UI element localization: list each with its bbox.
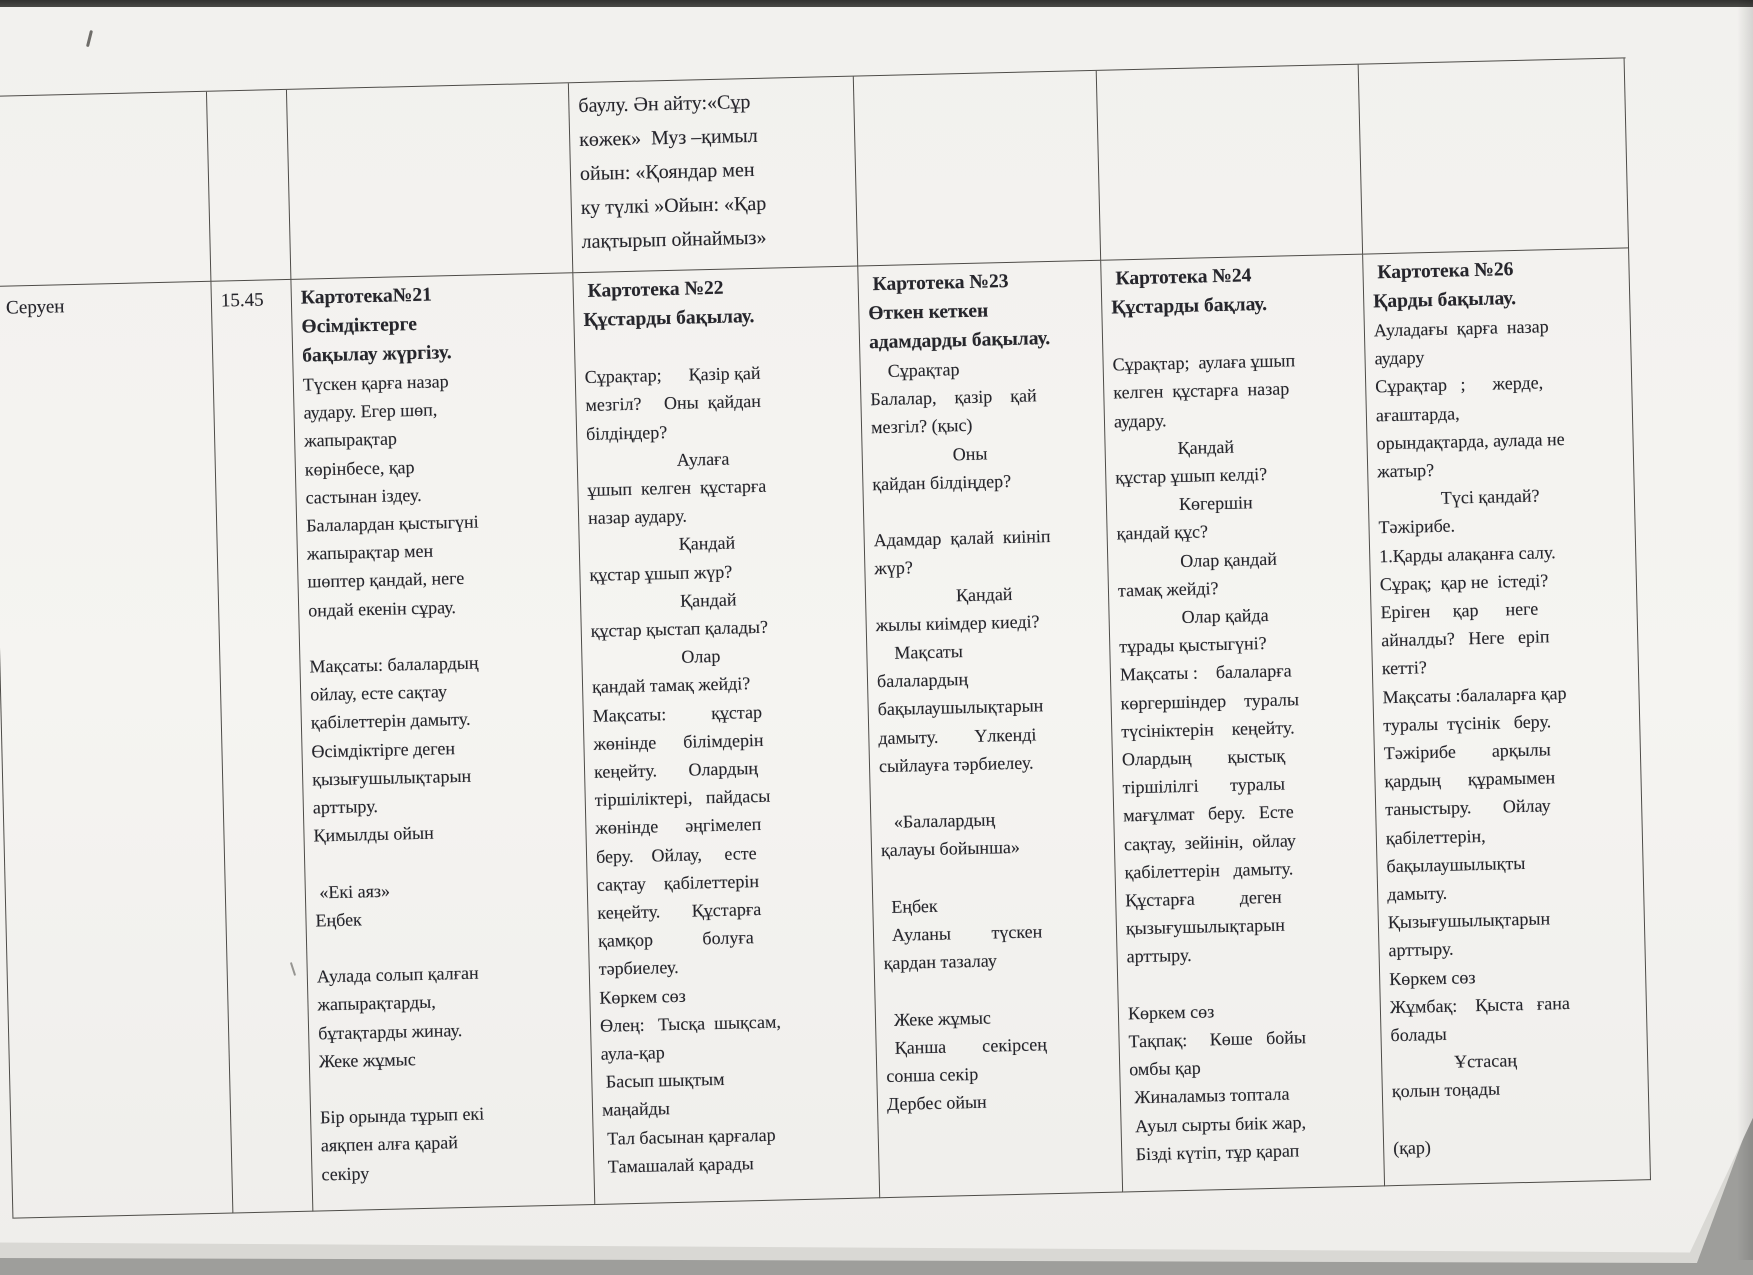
card-24-cell (1101, 255, 1385, 1193)
card-22-body: Сұрақтар; Қазір қай мезгіл? Оны қайдан білдіңдер? Аулаға ұшып келген құстарға назар аудару. Қандай құстар ұшып жүр? Қандай құстар қыстап қалады? Олар қандай тамақ жейді? Мақсаты: құстар жөнінде білімдерін кеңейту. Олардың тіршіліктері, пайдасы жөнінде әңгімелеп беру. Ойлау, есте сақтау қабілеттерін кеңейту. Құстарға қамқор болуға тәрбиелеу. Көркем сөз Өлең: Тысқа шықсам, аула-қар Басып шықтым маңайды Тал басынан қарғалар Тамашалай қарады (583, 338, 782, 1177)
lesson-plan-table-sheet (0, 57, 1652, 1218)
card-26-body: Ауладағы қарға назар аудару Сұрақтар ; жерде, ағаштарда, орындақтарда, аулада не жатыр? Түсі қандай? Тәжірибе. 1.Қарды алақанға салу. Сұрақ; қар не істеді? Еріген қар неге айналды? Неге еріп кетті? Мақсаты :балаларға қар туралы түсінік беру. Тәжірибе арқылы қардың құрамымен таныстыру. Ойлау қабілеттерін, бақылаушылықты дамыту. Қызығушылықтарын арттыру. Көркем сөз Жұмбақ: Қыста ғана болады Ұстасаң қолын тоңады (қар) (1373, 316, 1571, 1159)
scan-right-shadow (1737, 0, 1753, 1260)
card-22-title: Картотека №22 Құстарды бақылау. (582, 277, 755, 331)
activity-cell (0, 282, 233, 1219)
continuation-text: баулу. Ән айту:«Сұр көжек» Муз –қимыл ойын: «Қояндар мен ку түлкі »Ойын: «Қар лақтырып ойнаймыз» (578, 90, 767, 254)
card-26-cell (1363, 248, 1651, 1186)
row1-continuation-cell (569, 77, 858, 274)
card-21-title: Картотека№21 Өсімдіктерге бақылау жүргізу. (300, 284, 452, 367)
lesson-plan-table (0, 57, 1652, 1218)
card-23-body: Сұрақтар Балалар, қазір қай мезгіл? (қыс) Оны қайдан білдіңдер? Адамдар қалай киініп жүр? Қандай жылы киімдер киеді? Мақсаты балалардың бақылаушылықтарын дамыту. Үлкенді сыйлауға тәрбиелеу. «Балалардың қалауы бойынша» Еңбек Ауланы түскен қардан тазалау Жеке жұмыс Қанша секірсең сонша секір Дербес ойын (869, 359, 1051, 1115)
row1-card21-cell (287, 83, 573, 280)
activity-label: Серуен (5, 296, 65, 319)
scanner-edge-strip (0, 0, 1753, 7)
card-22-cell (573, 266, 880, 1204)
row1-activity-cell (0, 92, 211, 287)
row1-empty-cell (854, 71, 1101, 267)
card-23-title: Картотека №23 Өткен кеткен адамдарды бақылау. (867, 270, 1051, 354)
row1-empty-cell (1097, 65, 1363, 261)
card-24-title: Картотека №24 Құстарды бақлау. (1110, 265, 1268, 319)
card-26-title: Картотека №26 Қарды бақылау. (1372, 259, 1517, 313)
card-21-body: Түскен қарға назар аудару. Егер шөп, жапырақтар көрінбесе, қар састынан іздеу. Балалардан қыстыгүні жапырақтар мен шөптер қандай, неге ондай екенін сұрау. Мақсаты: балалардың ойлау, есте сақтау қабілеттерін дамыту. Өсімдіктірге деген қызығушылықтарын арттыру. Қимылды ойын «Екі аяз» Еңбек Аулада солып қалған жапырақтарды, бұтақтарды жинау. Жеке жұмыс Бір орында тұрып екі аяқпен алға қарай секіру (302, 371, 485, 1185)
card-21-cell (291, 273, 595, 1211)
card-24-body: Сұрақтар; аулаға ұшып келген құстарға назар аудару. Қандай құстар ұшып келді? Көгершін қандай құс? Олар қандай тамақ жейді? Олар қайда тұрады қыстыгүні? Мақсаты : балаларға көргершіндер туралы түсініктерін кеңейту. Олардың қыстық тіршілілгі туралы мағұлмат беру. Есте сақтау, зейінін, ойлау қабілеттерін дамыту. Құстарға деген қызығушылықтарын арттыру. Көркем сөз Тақпақ: Көше бойы омбы қар Жиналамыз топтала Ауыл сырты биік жар, Бізді күтіп, тұр қарап (1111, 326, 1307, 1165)
card-23-cell (858, 261, 1123, 1198)
row1-empty-cell (1359, 58, 1629, 254)
time-label: 15.45 (220, 289, 264, 312)
row1-time-cell (207, 90, 291, 282)
